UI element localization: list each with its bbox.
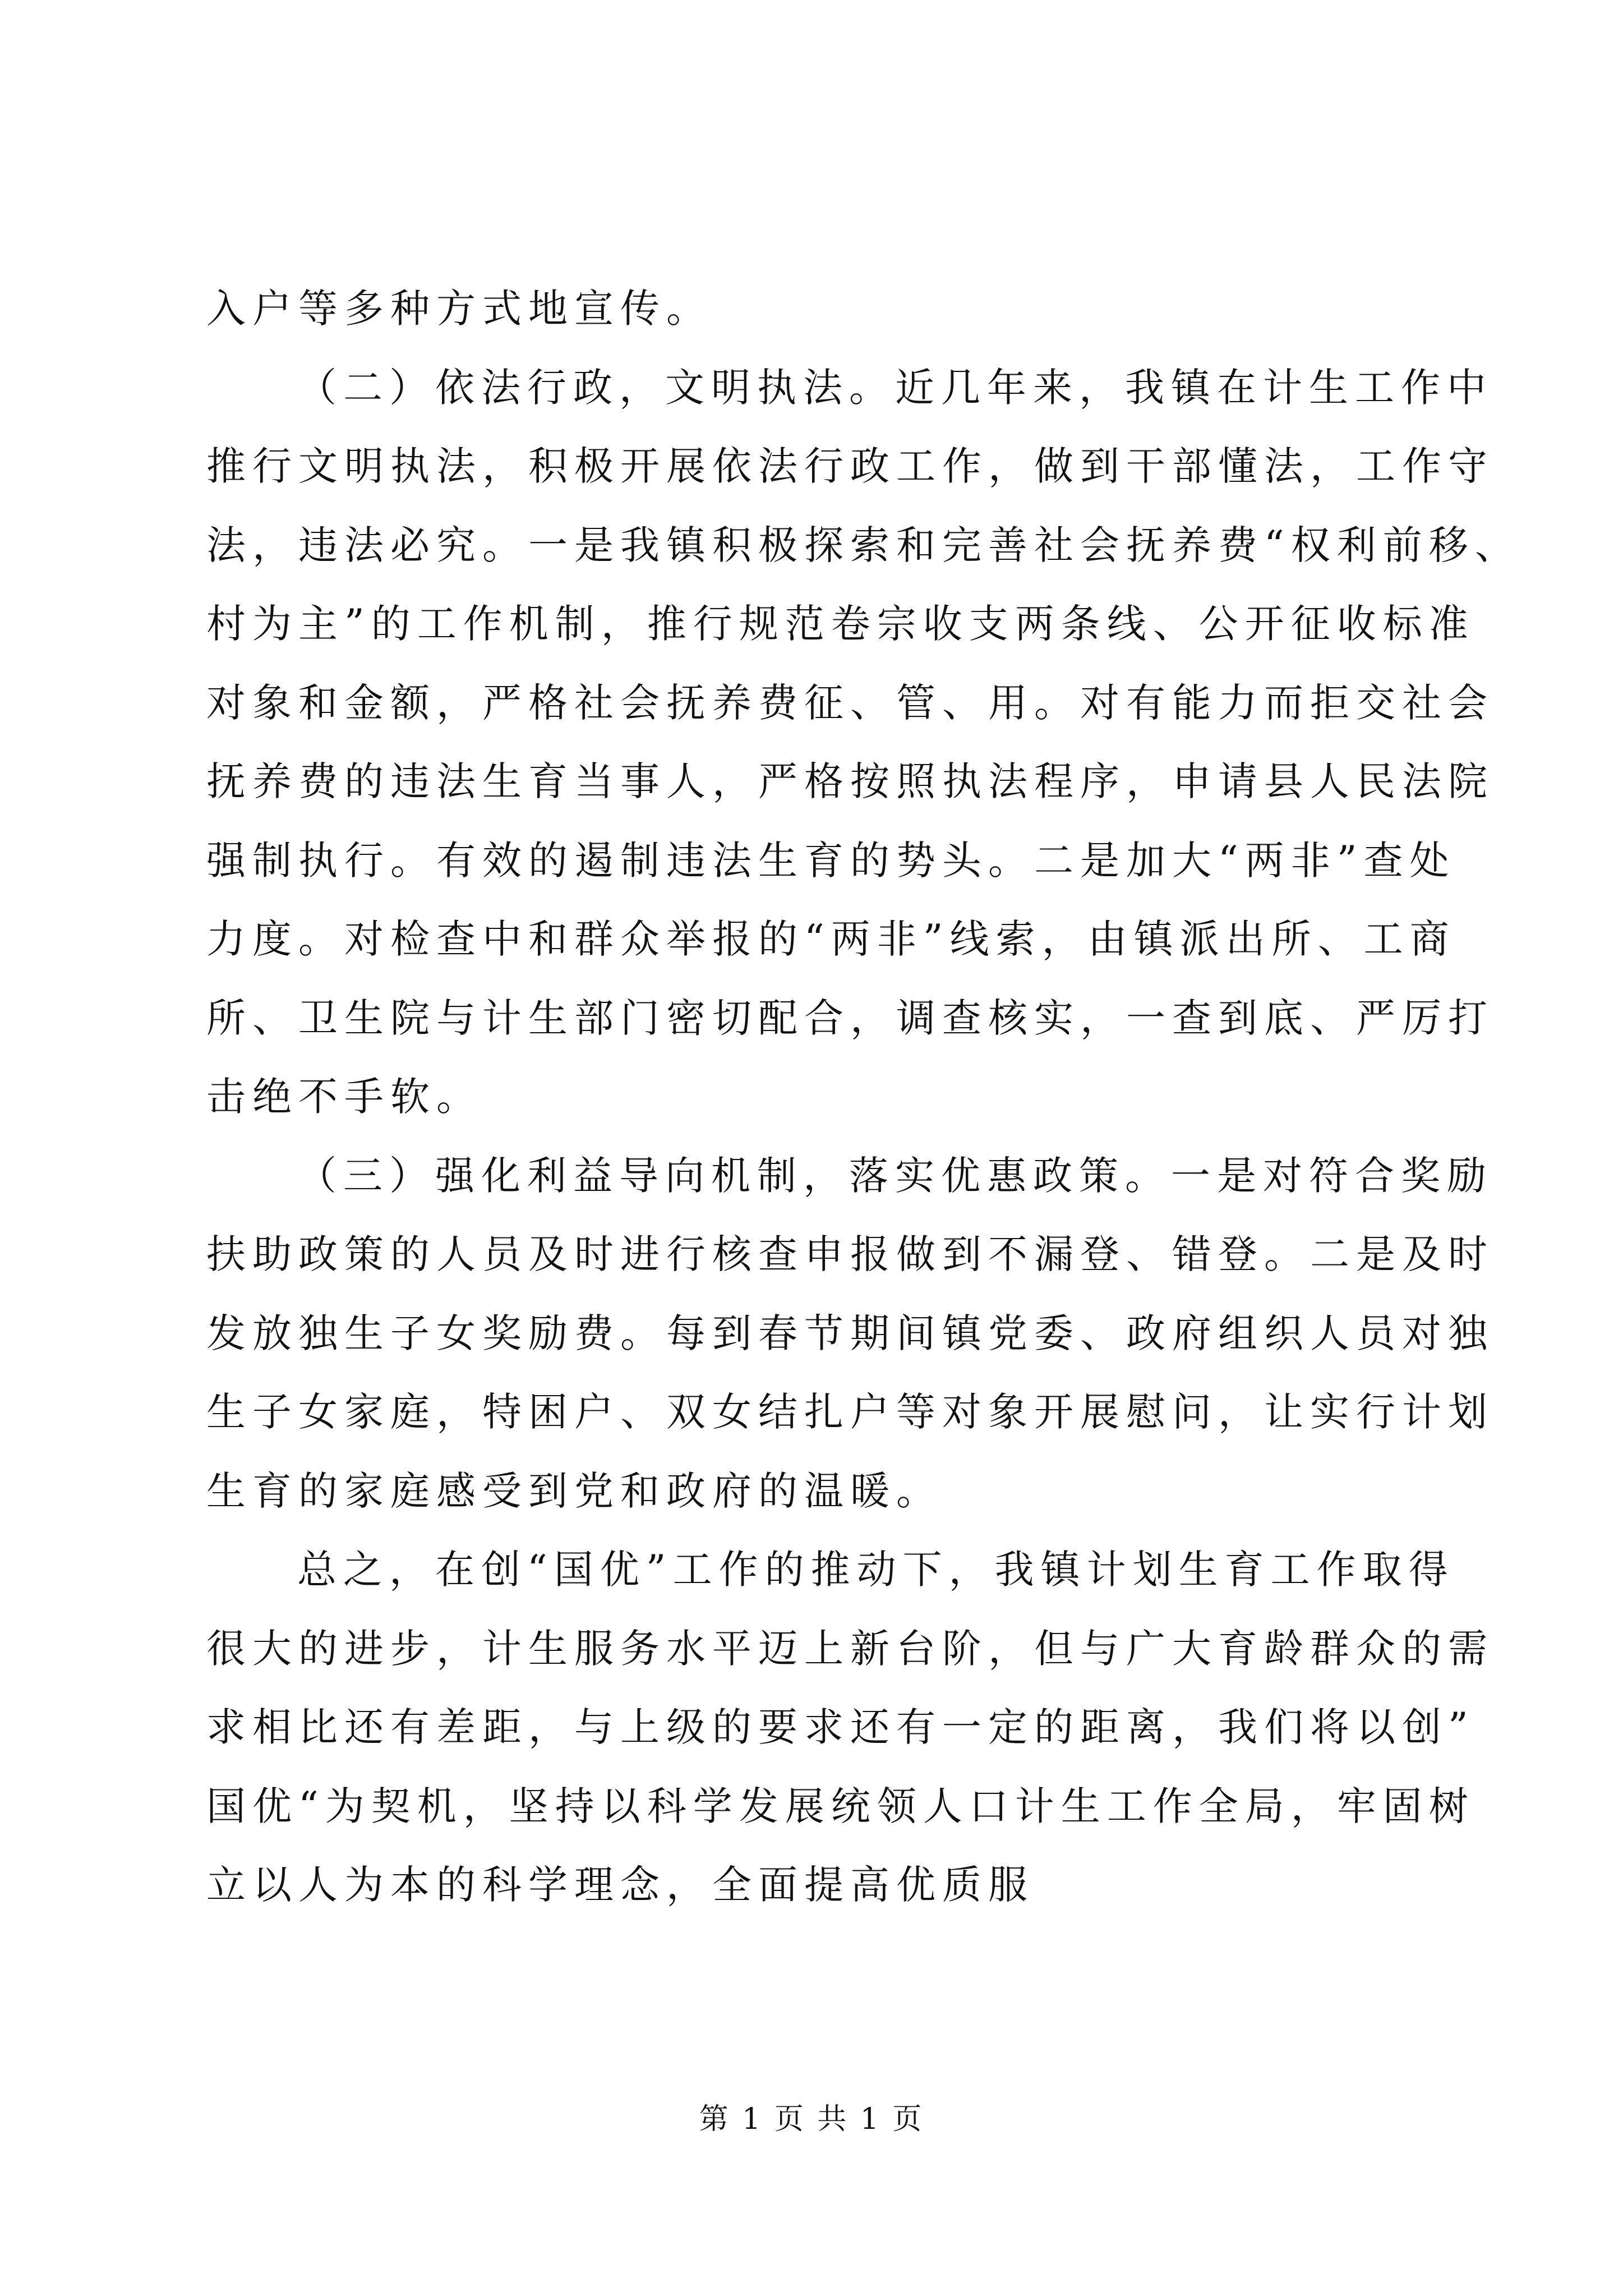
paragraph-start-line: 总之，在创“国优”工作的推动下，我镇计划生育工作取得 <box>297 1547 1455 1593</box>
text-line: 发放独生子女奖励费。每到春节期间镇党委、政府组织人员对独 <box>206 1310 1494 1356</box>
text-line: 强制执行。有效的遏制违法生育的势头。二是加大“两非”查处 <box>206 837 1456 884</box>
text-line: 入户等多种方式地宣传。 <box>206 286 712 332</box>
paragraph-start-line: （三）强化利益导向机制，落实优惠政策。一是对符合奖励 <box>297 1152 1493 1199</box>
page-number-footer: 第 1 页 共 1 页 <box>699 2102 924 2136</box>
text-line: 法，违法必究。一是我镇积极探索和完善社会抚养费“权利前移、 <box>206 522 1521 568</box>
text-line: 扶助政策的人员及时进行核查申报做到不漏登、错登。二是及时 <box>206 1231 1494 1277</box>
text-line: 生子女家庭，特困户、双女结扎户等对象开展慰问，让实行计划 <box>206 1389 1494 1435</box>
document-body <box>206 269 1521 1925</box>
text-line: 立以人为本的科学理念，全面提高优质服 <box>206 1862 1034 1908</box>
text-line: 所、卫生院与计生部门密切配合，调查核实，一查到底、严厉打 <box>206 995 1494 1041</box>
text-line: 击绝不手软。 <box>206 1074 482 1120</box>
text-line: 生育的家庭感受到党和政府的温暖。 <box>206 1467 942 1514</box>
text-line: 力度。对检查中和群众举报的“两非”线索，由镇派出所、工商 <box>206 916 1456 962</box>
paragraph-start-line: （二）依法行政，文明执法。近几年来，我镇在计生工作中 <box>297 364 1493 411</box>
text-line: 对象和金额，严格社会抚养费征、管、用。对有能力而拒交社会 <box>206 679 1494 726</box>
text-line: 国优“为契机，坚持以科学发展统领人口计生工作全局，牢固树 <box>206 1783 1475 1829</box>
text-line: 求相比还有差距，与上级的要求还有一定的距离，我们将以创” <box>206 1704 1475 1750</box>
text-line: 村为主”的工作机制，推行规范卷宗收支两条线、公开征收标准 <box>206 601 1475 647</box>
text-line: 很大的进步，计生服务水平迈上新台阶，但与广大育龄群众的需 <box>206 1625 1494 1672</box>
text-line: 推行文明执法，积极开展依法行政工作，做到干部懂法，工作守 <box>206 443 1494 489</box>
text-line: 抚养费的违法生育当事人，严格按照执法程序，申请县人民法院 <box>206 758 1494 804</box>
